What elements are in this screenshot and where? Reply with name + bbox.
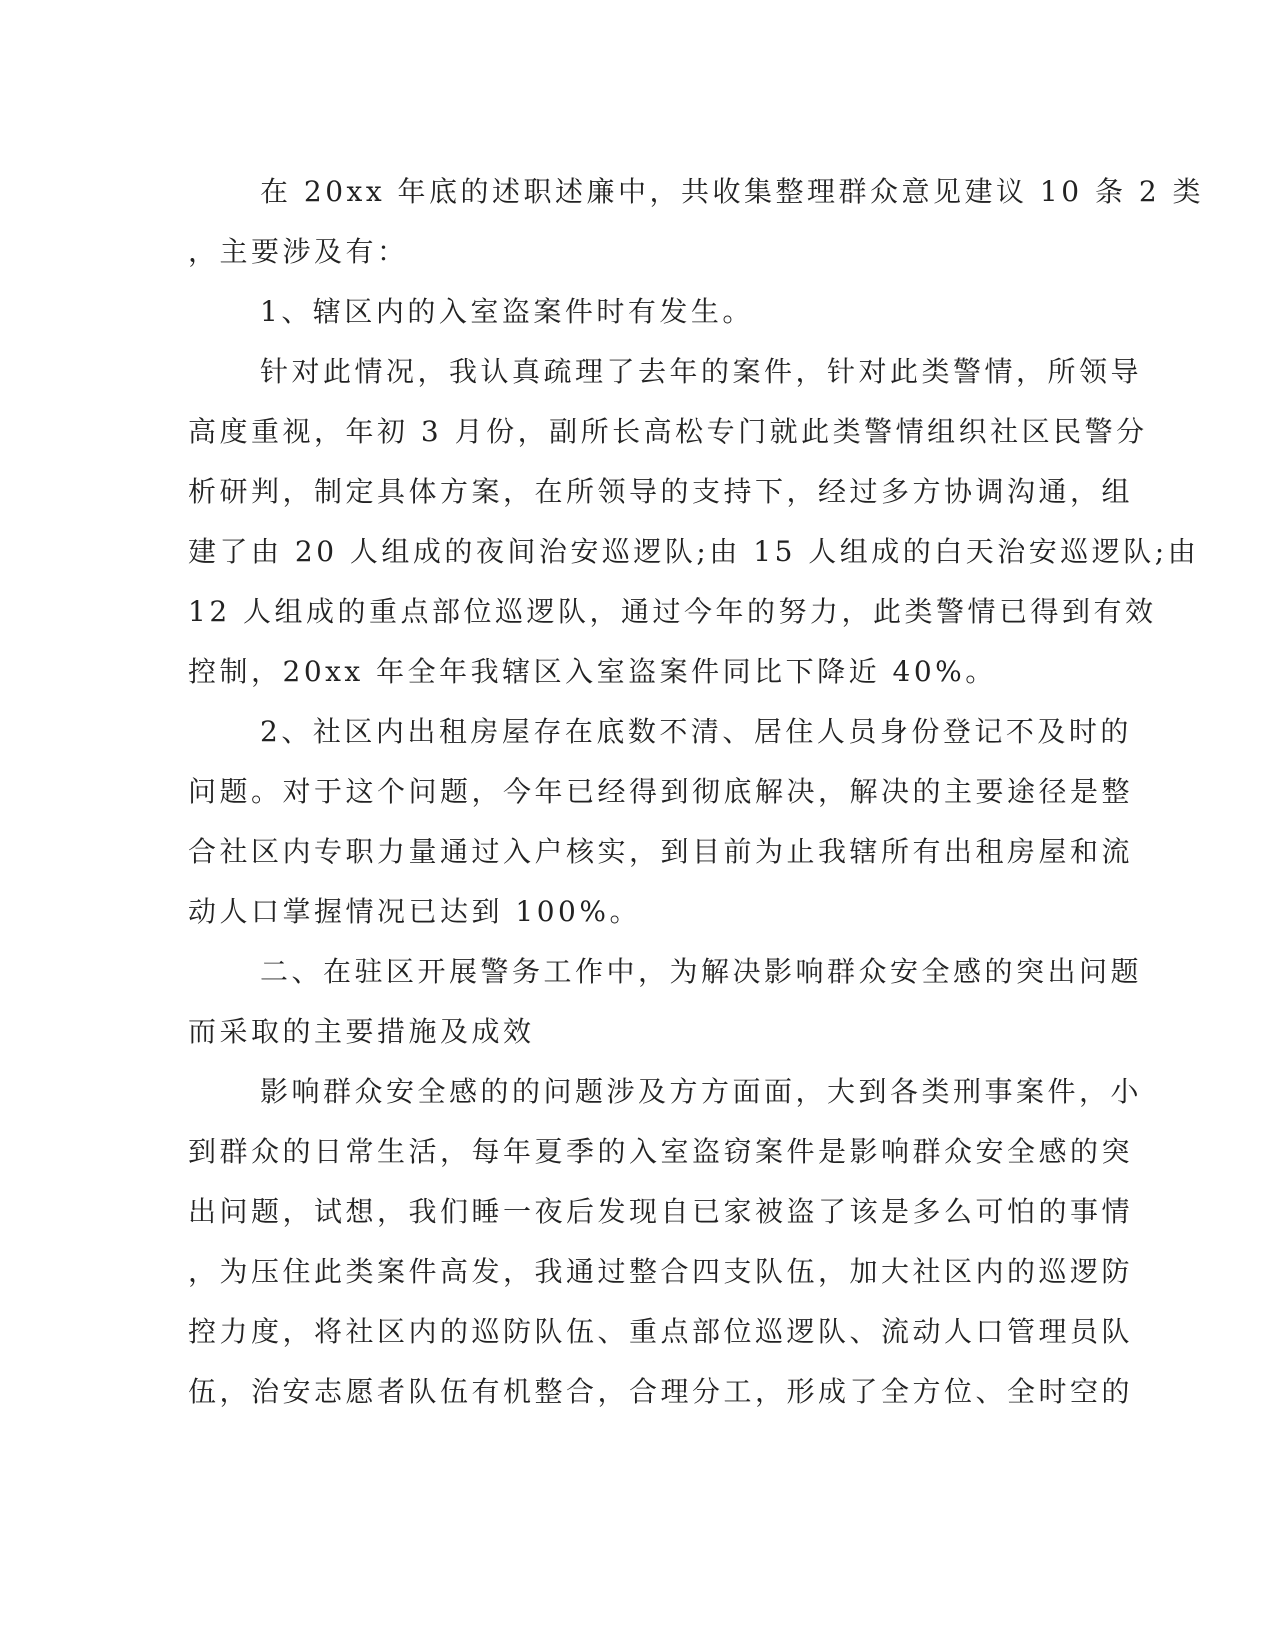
text-line: 在 20xx 年底的述职述廉中，共收集整理群众意见建议 10 条 2 类 xyxy=(260,175,1205,208)
text-line: 合社区内专职力量通过入户核实，到目前为止我辖所有出租房屋和流 xyxy=(188,835,1134,868)
text-line: 控力度，将社区内的巡防队伍、重点部位巡逻队、流动人口管理员队 xyxy=(188,1315,1134,1348)
text-line: 问题。对于这个问题，今年已经得到彻底解决，解决的主要途径是整 xyxy=(188,775,1134,808)
text-line: 高度重视，年初 3 月份，副所长高松专门就此类警情组织社区民警分 xyxy=(188,415,1148,448)
text-line: 影响群众安全感的的问题涉及方方面面，大到各类刑事案件，小 xyxy=(260,1075,1143,1108)
text-line: 1、辖区内的入室盗案件时有发生。 xyxy=(260,295,754,328)
text-line: 伍，治安志愿者队伍有机整合，合理分工，形成了全方位、全时空的 xyxy=(188,1375,1134,1408)
text-line: 12 人组成的重点部位巡逻队，通过今年的努力，此类警情已得到有效 xyxy=(188,595,1157,628)
section-heading-line: 二、在驻区开展警务工作中，为解决影响群众安全感的突出问题 xyxy=(260,955,1143,988)
text-line: 动人口掌握情况已达到 100%。 xyxy=(188,895,641,928)
text-line: 析研判，制定具体方案，在所领导的支持下，经过多方协调沟通，组 xyxy=(188,475,1134,508)
text-line: 针对此情况，我认真疏理了去年的案件，针对此类警情，所领导 xyxy=(260,355,1143,388)
text-line: 到群众的日常生活，每年夏季的入室盗窃案件是影响群众安全感的突 xyxy=(188,1135,1134,1168)
document-body xyxy=(188,162,1205,1422)
section-heading-line: 而采取的主要措施及成效 xyxy=(188,1015,535,1048)
text-line: 建了由 20 人组成的夜间治安巡逻队;由 15 人组成的白天治安巡逻队;由 xyxy=(188,535,1200,568)
text-line: 控制，20xx 年全年我辖区入室盗案件同比下降近 40%。 xyxy=(188,655,997,688)
text-line: 出问题，试想，我们睡一夜后发现自已家被盗了该是多么可怕的事情 xyxy=(188,1195,1134,1228)
text-line: 2、社区内出租房屋存在底数不清、居住人员身份登记不及时的 xyxy=(260,715,1132,748)
text-line: ，主要涉及有： xyxy=(188,235,409,268)
text-line: ，为压住此类案件高发，我通过整合四支队伍，加大社区内的巡逻防 xyxy=(188,1255,1134,1288)
